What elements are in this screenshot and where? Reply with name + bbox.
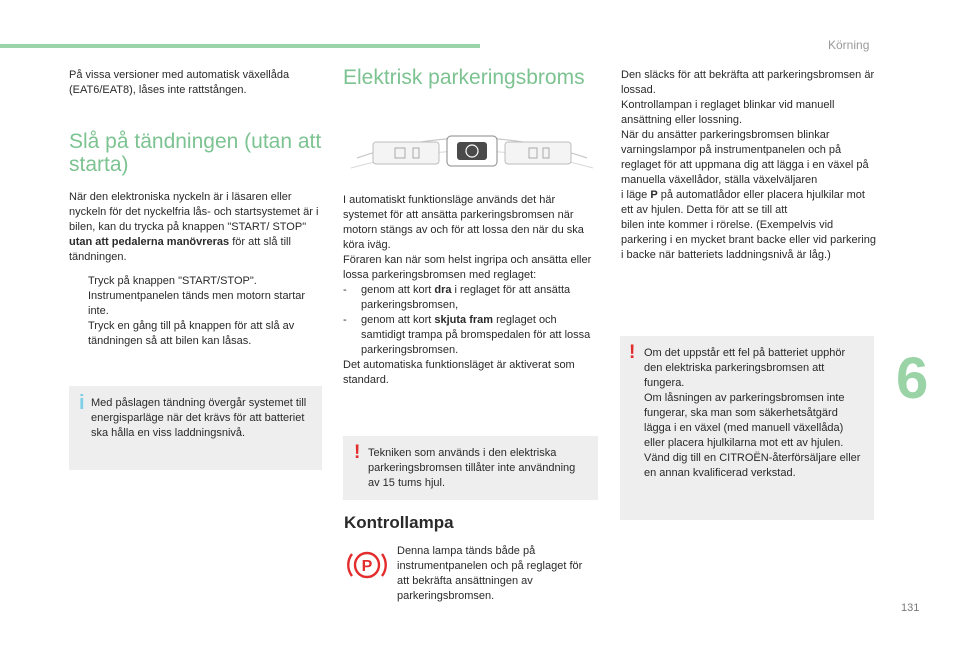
- release-paragraph: Den släcks för att bekräfta att parkeringsbromsen är lossad.: [621, 69, 875, 96]
- ignition-text-b: för att slå till tändningen.: [69, 236, 291, 263]
- slope-paragraph: bilen inte kommer i rörelse. (Exempelvis vid parkering i en mycket brant backe eller vid parkering i backe när batteriets laddningsnivå är låg.): [621, 219, 876, 261]
- ignition-heading: Slå på tändningen (utan att starta): [69, 130, 322, 176]
- info-note-text: Med påslagen tändning övergår systemet till energisparläge när det krävs för att batteriet ska hålla en viss laddningsnivå.: [91, 397, 307, 439]
- default-mode-paragraph: Det automatiska funktionsläget är aktiverat som standard.: [343, 359, 575, 386]
- info-note: [69, 386, 322, 470]
- list-item: [69, 319, 325, 349]
- warning-note-wheels: [343, 436, 598, 500]
- info-icon: i: [79, 392, 85, 414]
- header-accent-bar: [0, 44, 480, 48]
- list-item: - genom att kort skjuta fram reglaget och samtidigt trampa på bromspedalen för att lossa parkeringsbromsen.: [343, 314, 591, 356]
- step-text: Tryck en gång till på knappen för att slå av tändningen så att bilen kan låsas.: [88, 320, 295, 347]
- action-text-bold: dra: [434, 284, 452, 296]
- svg-text:P: P: [361, 558, 373, 575]
- warning-note-text: Tekniken som används i den elektriska parkeringsbromsen tillåter inte användning av 15 tums hjul.: [368, 447, 576, 489]
- section-title: Körning: [828, 38, 870, 52]
- warning-exclamation-icon: !: [629, 342, 636, 363]
- action-text-a: genom att kort: [361, 284, 435, 296]
- action-text-b: reglaget och samtidigt trampa på bromspedalen för att lossa parkeringsbromsen.: [361, 314, 591, 356]
- column-left: [69, 68, 325, 349]
- parking-brake-heading: Elektrisk parkeringsbroms: [343, 66, 585, 89]
- manual-actions: [343, 283, 601, 358]
- warning-battery-text: [644, 346, 864, 481]
- column-middle: [343, 66, 603, 89]
- ignition-steps: [69, 274, 325, 349]
- battery-failure-text: Om det uppstår ett fel på batteriet upphör den elektriska parkeringsbromsen att fungera.: [644, 347, 846, 389]
- gear-text-b: på automatlådor eller placera hjulkilar mot ett av hjulen. Detta för att se till att: [621, 189, 865, 216]
- action-text-b: i reglaget för att ansätta parkeringsbromsen,: [361, 284, 571, 311]
- ignition-text-a: När den elektroniska nyckeln är i läsaren eller nyckeln för det nyckelfria lås- och startsystemet är i bilen, kan du trycka på knappen "START/ STOP": [69, 191, 319, 233]
- lock-failure-text: Om låsningen av parkeringsbromsen inte fungerar, ska man som säkerhetsåtgärd lägga i en växel (med manuell växellåda) eller placera hjulkilarna mot ett av hjulen. Vänd dig till en CITROËN-återförsäljare eller en annan kvalificerad verkstad.: [644, 392, 861, 479]
- indicator-lamp-heading: Kontrollampa: [344, 513, 454, 532]
- warning-note-battery: [620, 336, 874, 520]
- blink-paragraph: Kontrollampan i reglaget blinkar vid manuell ansättning eller lossning.: [621, 99, 835, 126]
- apply-paragraph: När du ansätter parkeringsbromsen blinkar varningslampor på instrumentpanelen och på reglaget för att uppmana dig att lägga i en växel på manuella växellådor, ställa växelväljaren: [621, 129, 869, 186]
- gear-text-a: i läge: [621, 189, 651, 201]
- action-text-a: genom att kort: [361, 314, 435, 326]
- list-item: - genom att kort dra i reglaget för att ansätta parkeringsbromsen,: [343, 284, 571, 311]
- ignition-paragraph: [69, 190, 325, 265]
- brake-control-illustration: [343, 124, 601, 176]
- warning-exclamation-icon: !: [354, 442, 361, 463]
- column-middle-body: [343, 193, 601, 388]
- list-item: [69, 274, 325, 319]
- action-text-bold: skjuta fram: [434, 314, 494, 326]
- page-number: 131: [901, 602, 920, 614]
- parking-brake-warning-icon: [345, 548, 389, 582]
- auto-mode-paragraph: I automatiskt funktionsläge används det här systemet för att ansätta parkeringsbromsen när motorn stängs av och för att lossa den när du ska köra iväg.: [343, 194, 584, 251]
- indicator-lamp-text: Denna lampa tänds både på instrumentpanelen och på reglaget för att bekräfta ansättningen av parkeringsbromsen.: [397, 545, 583, 602]
- intro-paragraph: På vissa versioner med automatisk växellåda (EAT6/EAT8), låses inte rattstången.: [69, 69, 290, 96]
- step-text: Tryck på knappen "START/STOP". Instrumentpanelen tänds men motorn startar inte.: [88, 275, 306, 317]
- column-right: [621, 68, 879, 263]
- gear-paragraph: [621, 188, 879, 218]
- chapter-number: 6: [896, 346, 929, 411]
- manual-mode-paragraph: Föraren kan när som helst ingripa och ansätta eller lossa parkeringsbromsen med reglaget:: [343, 254, 592, 281]
- ignition-text-bold: utan att pedalerna manövreras: [69, 236, 230, 248]
- gear-text-bold: P: [650, 189, 658, 201]
